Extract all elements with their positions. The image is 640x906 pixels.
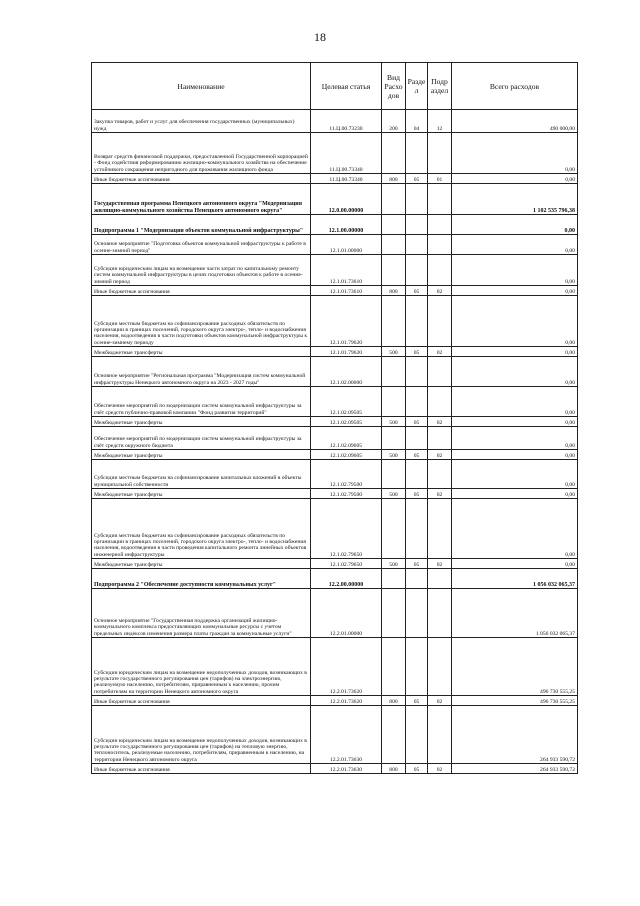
- row-section-cell: 05: [406, 559, 428, 569]
- table-row: [92, 427, 578, 450]
- row-total-cell: 0,00: [452, 427, 578, 450]
- row-total-cell: 264 933 590,72: [452, 764, 578, 774]
- row-target-article-cell: 12.1.02.00000: [311, 357, 382, 387]
- row-name-cell: Субсидии юридическим лицам на возмещение недополученных доходов, возникающих в результате государственного регулирования цен (тарифов) на электроэнергию, реализуемую населению, потребителям, приравненным к населению, прочим потребителям на территории Ненецкого автономного округа: [92, 638, 311, 696]
- row-expense-type-cell: 500: [382, 559, 406, 569]
- table-row: [92, 706, 578, 764]
- row-name-cell: Иные бюджетные ассигнования: [92, 764, 311, 774]
- table-row: [92, 347, 578, 357]
- row-section-cell: [406, 215, 428, 235]
- row-subsection-cell: [428, 184, 452, 215]
- row-target-article-cell: 11.Ц.00.73340: [311, 174, 382, 184]
- row-total-cell: 0,00: [452, 255, 578, 286]
- row-target-article-cell: 12.1.02.79500: [311, 489, 382, 499]
- row-expense-type-cell: [382, 427, 406, 450]
- row-target-article-cell: 12.1.01.73610: [311, 286, 382, 296]
- row-section-cell: 05: [406, 347, 428, 357]
- table-row: [92, 215, 578, 235]
- row-subsection-cell: 02: [428, 450, 452, 460]
- row-target-article-cell: 12.1.02.79500: [311, 460, 382, 489]
- row-subsection-cell: [428, 133, 452, 174]
- row-subsection-cell: 02: [428, 286, 452, 296]
- row-expense-type-cell: 800: [382, 764, 406, 774]
- row-target-article-cell: 12.1.00.00000: [311, 215, 382, 235]
- row-expense-type-cell: [382, 499, 406, 559]
- row-section-cell: [406, 499, 428, 559]
- row-subsection-cell: [428, 589, 452, 638]
- row-expense-type-cell: [382, 460, 406, 489]
- row-name-cell: Возврат средств финансовой поддержки, предоставленной Государственной корпорацией - Фонд содействия реформированию жилищно-коммунального хозяйства на обеспечение устойчивого сокращения непригодного для проживания жилищного фонда: [92, 133, 311, 174]
- row-total-cell: 496 730 555,25: [452, 638, 578, 696]
- row-name-cell: Межбюджетные трансферты: [92, 489, 311, 499]
- row-expense-type-cell: [382, 387, 406, 417]
- row-name-cell: Обеспечение мероприятий по модернизации систем коммунальной инфраструктуры за счёт средств окружного бюджета: [92, 427, 311, 450]
- row-section-cell: 05: [406, 450, 428, 460]
- row-name-cell: Субсидии местным бюджетам на софинансирование расходных обязательств по организации в границах поселений, городского округа электро-, тепло- и водоснабжения населения, водоотведения в части проведения капитального ремонта линейных объектов инженерной инфраструктуры: [92, 499, 311, 559]
- row-subsection-cell: [428, 357, 452, 387]
- row-subsection-cell: 02: [428, 417, 452, 427]
- row-name-cell: Основное мероприятие "Подготовка объектов коммунальной инфраструктуры к работе в осенне-зимний период": [92, 235, 311, 255]
- table-row: [92, 499, 578, 559]
- row-target-article-cell: 12.1.02.79650: [311, 559, 382, 569]
- row-total-cell: 0,00: [452, 489, 578, 499]
- table-row: [92, 589, 578, 638]
- row-subsection-cell: 12: [428, 110, 452, 133]
- row-subsection-cell: [428, 215, 452, 235]
- row-section-cell: 05: [406, 764, 428, 774]
- row-expense-type-cell: [382, 184, 406, 215]
- row-target-article-cell: 12.2.01.00000: [311, 589, 382, 638]
- table-row: [92, 638, 578, 696]
- row-total-cell: 264 933 590,72: [452, 706, 578, 764]
- row-expense-type-cell: 500: [382, 489, 406, 499]
- row-expense-type-cell: [382, 296, 406, 347]
- row-name-cell: Подпрограмма 1 "Модернизация объектов коммунальной инфраструктуры": [92, 215, 311, 235]
- row-expense-type-cell: [382, 235, 406, 255]
- row-subsection-cell: [428, 255, 452, 286]
- row-section-cell: [406, 235, 428, 255]
- row-section-cell: [406, 460, 428, 489]
- row-expense-type-cell: [382, 357, 406, 387]
- row-subsection-cell: [428, 296, 452, 347]
- row-expense-type-cell: 500: [382, 417, 406, 427]
- row-total-cell: 0,00: [452, 215, 578, 235]
- table-row: [92, 489, 578, 499]
- row-target-article-cell: 12.1.01.00000: [311, 235, 382, 255]
- row-name-cell: Подпрограмма 2 "Обеспечение доступности коммунальных услуг": [92, 569, 311, 589]
- budget-table: [91, 62, 578, 774]
- row-total-cell: 0,00: [452, 559, 578, 569]
- row-subsection-cell: [428, 569, 452, 589]
- row-target-article-cell: 12.1.02.09505: [311, 417, 382, 427]
- row-total-cell: 0,00: [452, 357, 578, 387]
- row-target-article-cell: 12.1.02.09605: [311, 450, 382, 460]
- table-row: [92, 450, 578, 460]
- row-subsection-cell: 02: [428, 764, 452, 774]
- row-target-article-cell: 12.1.01.79620: [311, 296, 382, 347]
- table-row: [92, 110, 578, 133]
- table-row: [92, 357, 578, 387]
- row-section-cell: 05: [406, 417, 428, 427]
- row-total-cell: 0,00: [452, 235, 578, 255]
- row-target-article-cell: 12.2.01.73620: [311, 696, 382, 706]
- header-total: Всего расходов: [452, 63, 578, 110]
- row-expense-type-cell: [382, 215, 406, 235]
- row-total-cell: 0,00: [452, 417, 578, 427]
- row-expense-type-cell: [382, 638, 406, 696]
- row-target-article-cell: 12.2.01.73630: [311, 706, 382, 764]
- row-section-cell: [406, 255, 428, 286]
- row-subsection-cell: 02: [428, 559, 452, 569]
- row-total-cell: 1 102 535 796,38: [452, 184, 578, 215]
- row-subsection-cell: [428, 460, 452, 489]
- row-target-article-cell: 12.2.01.73630: [311, 764, 382, 774]
- row-expense-type-cell: 800: [382, 696, 406, 706]
- header-section: Разде л: [406, 63, 428, 110]
- row-subsection-cell: 02: [428, 347, 452, 357]
- row-section-cell: [406, 296, 428, 347]
- row-subsection-cell: 02: [428, 696, 452, 706]
- row-expense-type-cell: [382, 133, 406, 174]
- row-name-cell: Межбюджетные трансферты: [92, 450, 311, 460]
- table-row: [92, 460, 578, 489]
- table-row: [92, 559, 578, 569]
- row-name-cell: Закупка товаров, работ и услуг для обеспечения государственных (муниципальных) нужд: [92, 110, 311, 133]
- page-number: 18: [314, 30, 326, 44]
- header-expense-type: Вид Расхо дов: [382, 63, 406, 110]
- row-total-cell: 0,00: [452, 450, 578, 460]
- row-total-cell: 0,00: [452, 347, 578, 357]
- row-section-cell: [406, 427, 428, 450]
- row-name-cell: Основное мероприятие "Региональная программа "Модернизация систем коммунальной инфраструктуры Ненецкого автономного округа на 2023 - 2027 годы": [92, 357, 311, 387]
- row-name-cell: Субсидии юридическим лицам на возмещение недополученных доходов, возникающих в результате государственного регулирования цен (тарифов) на тепловую энергию, теплоноситель, реализуемые населению, потребителям, приравненным к населению, на территории Ненецкого автономного округа: [92, 706, 311, 764]
- row-name-cell: Межбюджетные трансферты: [92, 559, 311, 569]
- row-section-cell: 05: [406, 696, 428, 706]
- table-row: [92, 184, 578, 215]
- row-expense-type-cell: 500: [382, 347, 406, 357]
- row-section-cell: [406, 133, 428, 174]
- row-section-cell: 04: [406, 110, 428, 133]
- row-name-cell: Субсидии юридическим лицам на возмещение части затрат по капитальному ремонту систем коммунальной инфраструктуры в целях подготовки объектов к работе в осенне-зимний период: [92, 255, 311, 286]
- row-target-article-cell: 12.0.00.00000: [311, 184, 382, 215]
- row-total-cell: 0,00: [452, 387, 578, 417]
- row-expense-type-cell: [382, 569, 406, 589]
- row-target-article-cell: 12.2.01.73620: [311, 638, 382, 696]
- row-target-article-cell: 12.1.01.79620: [311, 347, 382, 357]
- row-section-cell: 05: [406, 174, 428, 184]
- table-row: [92, 764, 578, 774]
- table-row: [92, 417, 578, 427]
- row-section-cell: [406, 706, 428, 764]
- row-target-article-cell: 12.1.02.09505: [311, 387, 382, 417]
- row-total-cell: 0,00: [452, 460, 578, 489]
- row-section-cell: [406, 184, 428, 215]
- row-subsection-cell: [428, 638, 452, 696]
- table-header-row: [92, 63, 578, 110]
- row-section-cell: 05: [406, 489, 428, 499]
- table-row: [92, 286, 578, 296]
- row-subsection-cell: [428, 427, 452, 450]
- row-subsection-cell: 02: [428, 489, 452, 499]
- row-subsection-cell: [428, 235, 452, 255]
- table-row: [92, 569, 578, 589]
- row-subsection-cell: [428, 499, 452, 559]
- row-expense-type-cell: 800: [382, 286, 406, 296]
- header-target-article: Целевая статья: [311, 63, 382, 110]
- row-expense-type-cell: [382, 255, 406, 286]
- row-target-article-cell: 12.1.02.79650: [311, 499, 382, 559]
- row-name-cell: Субсидии местным бюджетам на софинансирование расходных обязательств по организации в границах поселений, городского округа электро-, тепло- и водоснабжения населения, водоотведения в части подготовки объектов коммунальной инфраструктуры к осенне-зимнему периоду: [92, 296, 311, 347]
- row-name-cell: Государственная программа Ненецкого автономного округа "Модернизация жилищно-коммунального хозяйства Ненецкого автономного округа": [92, 184, 311, 215]
- row-subsection-cell: 01: [428, 174, 452, 184]
- row-section-cell: [406, 357, 428, 387]
- row-total-cell: 490 000,00: [452, 110, 578, 133]
- row-target-article-cell: 12.1.01.73610: [311, 255, 382, 286]
- row-name-cell: Основное мероприятие "Государственная поддержка организаций жилищно-коммунального комплекса предоставляющих коммунальные ресурсы с учетом предельных индексов изменения размера платы граждан за коммунальные услуги": [92, 589, 311, 638]
- row-total-cell: 1 056 032 065,37: [452, 589, 578, 638]
- row-name-cell: Обеспечение мероприятий по модернизации систем коммунальной инфраструктуры за счёт средств публично-правовой компании "Фонд развития территорий": [92, 387, 311, 417]
- row-expense-type-cell: [382, 589, 406, 638]
- row-name-cell: Межбюджетные трансферты: [92, 417, 311, 427]
- row-total-cell: 0,00: [452, 133, 578, 174]
- row-total-cell: 1 056 032 065,37: [452, 569, 578, 589]
- row-expense-type-cell: 200: [382, 110, 406, 133]
- row-name-cell: Межбюджетные трансферты: [92, 347, 311, 357]
- row-expense-type-cell: [382, 706, 406, 764]
- row-total-cell: 0,00: [452, 499, 578, 559]
- row-target-article-cell: 12.1.02.09605: [311, 427, 382, 450]
- header-subsection: Подр аздел: [428, 63, 452, 110]
- row-subsection-cell: [428, 387, 452, 417]
- table-row: [92, 133, 578, 174]
- header-name: Наименование: [92, 63, 311, 110]
- row-section-cell: [406, 589, 428, 638]
- table-row: [92, 255, 578, 286]
- row-target-article-cell: 11.Ц.00.73230: [311, 110, 382, 133]
- row-subsection-cell: [428, 706, 452, 764]
- row-section-cell: 05: [406, 286, 428, 296]
- row-total-cell: 0,00: [452, 296, 578, 347]
- row-name-cell: Субсидии местным бюджетам на софинансирование капитальных вложений в объекты муниципальной собственности: [92, 460, 311, 489]
- row-total-cell: 496 730 555,25: [452, 696, 578, 706]
- row-section-cell: [406, 569, 428, 589]
- table-row: [92, 235, 578, 255]
- table-row: [92, 296, 578, 347]
- table-row: [92, 696, 578, 706]
- table-body: [92, 110, 578, 774]
- table-row: [92, 387, 578, 417]
- row-expense-type-cell: 500: [382, 450, 406, 460]
- row-section-cell: [406, 638, 428, 696]
- table-row: [92, 174, 578, 184]
- row-target-article-cell: 11.Ц.00.73340: [311, 133, 382, 174]
- row-target-article-cell: 12.2.00.00000: [311, 569, 382, 589]
- row-total-cell: 0,00: [452, 286, 578, 296]
- row-total-cell: 0,00: [452, 174, 578, 184]
- row-expense-type-cell: 800: [382, 174, 406, 184]
- row-name-cell: Иные бюджетные ассигнования: [92, 696, 311, 706]
- row-name-cell: Иные бюджетные ассигнования: [92, 174, 311, 184]
- row-section-cell: [406, 387, 428, 417]
- row-name-cell: Иные бюджетные ассигнования: [92, 286, 311, 296]
